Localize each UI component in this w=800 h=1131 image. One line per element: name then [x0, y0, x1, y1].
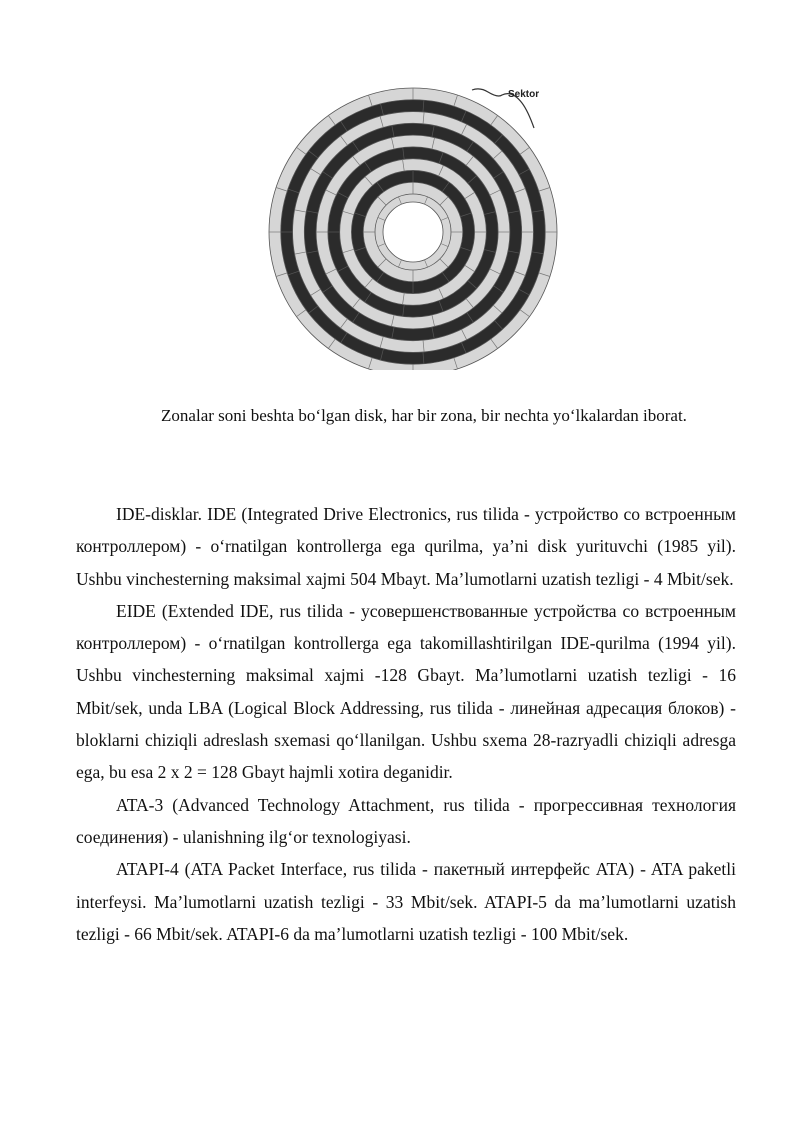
disk-diagram	[250, 75, 570, 370]
sector-label: Sektor	[508, 89, 540, 100]
paragraph-ata3: ATA-3 (Advanced Technology Attachment, rus tilida - прогрессивная технология соединения) - ulanishning ilg‘or texnologiyasi.	[76, 794, 736, 847]
disk-zones-figure	[250, 75, 570, 370]
figure-caption: Zonalar soni beshta bo‘lgan disk, har bir zona, bir nechta yo‘lkalardan iborat.	[161, 406, 687, 425]
disk-zone-rings	[269, 88, 557, 370]
document-body	[76, 498, 736, 950]
spindle-hole	[383, 202, 443, 262]
paragraph-ide: IDE-disklar. IDE (Integrated Drive Electronics, rus tilida - устройство со встроенным контроллером) - o‘rnatilgan kontrollerga ega qurilma, ya’ni disk yurituvchi (1985 yil). Ushbu vinchesterning maksimal xajmi 504 Mbayt. Ma’lumotlarni uzatish tezligi - 4 Mbit/sek.	[76, 504, 736, 589]
paragraph-atapi: ATAPI-4 (ATA Packet Interface, rus tilida - пакетный интерфейс ATA) - ATA paketli interfeysi. Ma’lumotlarni uzatish tezligi - 33 Mbit/sek. ATAPI-5 da ma’lumotlarni uzatish tezligi - 66 Mbit/sek. ATAPI-6 da ma’lumotlarni uzatish tezligi - 100 Mbit/sek.	[76, 859, 736, 944]
paragraph-eide: EIDE (Extended IDE, rus tilida - усовершенствованные устройства со встроенным контроллером) - o‘rnatilgan kontrollerga ega takomillashtirilgan IDE-qurilma (1994 yil). Ushbu vinchesterning maksimal xajmi -128 Gbayt. Ma’lumotlarni uzatish tezligi - 16 Mbit/sek, unda LBA (Logical Block Addressing, rus tilida - линейная адресация блоков) - bloklarni chiziqli adreslash sxemasi qo‘llanilgan. Ushbu sxema 28-razryadli chiziqli adresga ega, bu esa 2 x 2 = 128 Gbayt hajmli xotira deganidir.	[76, 600, 736, 783]
